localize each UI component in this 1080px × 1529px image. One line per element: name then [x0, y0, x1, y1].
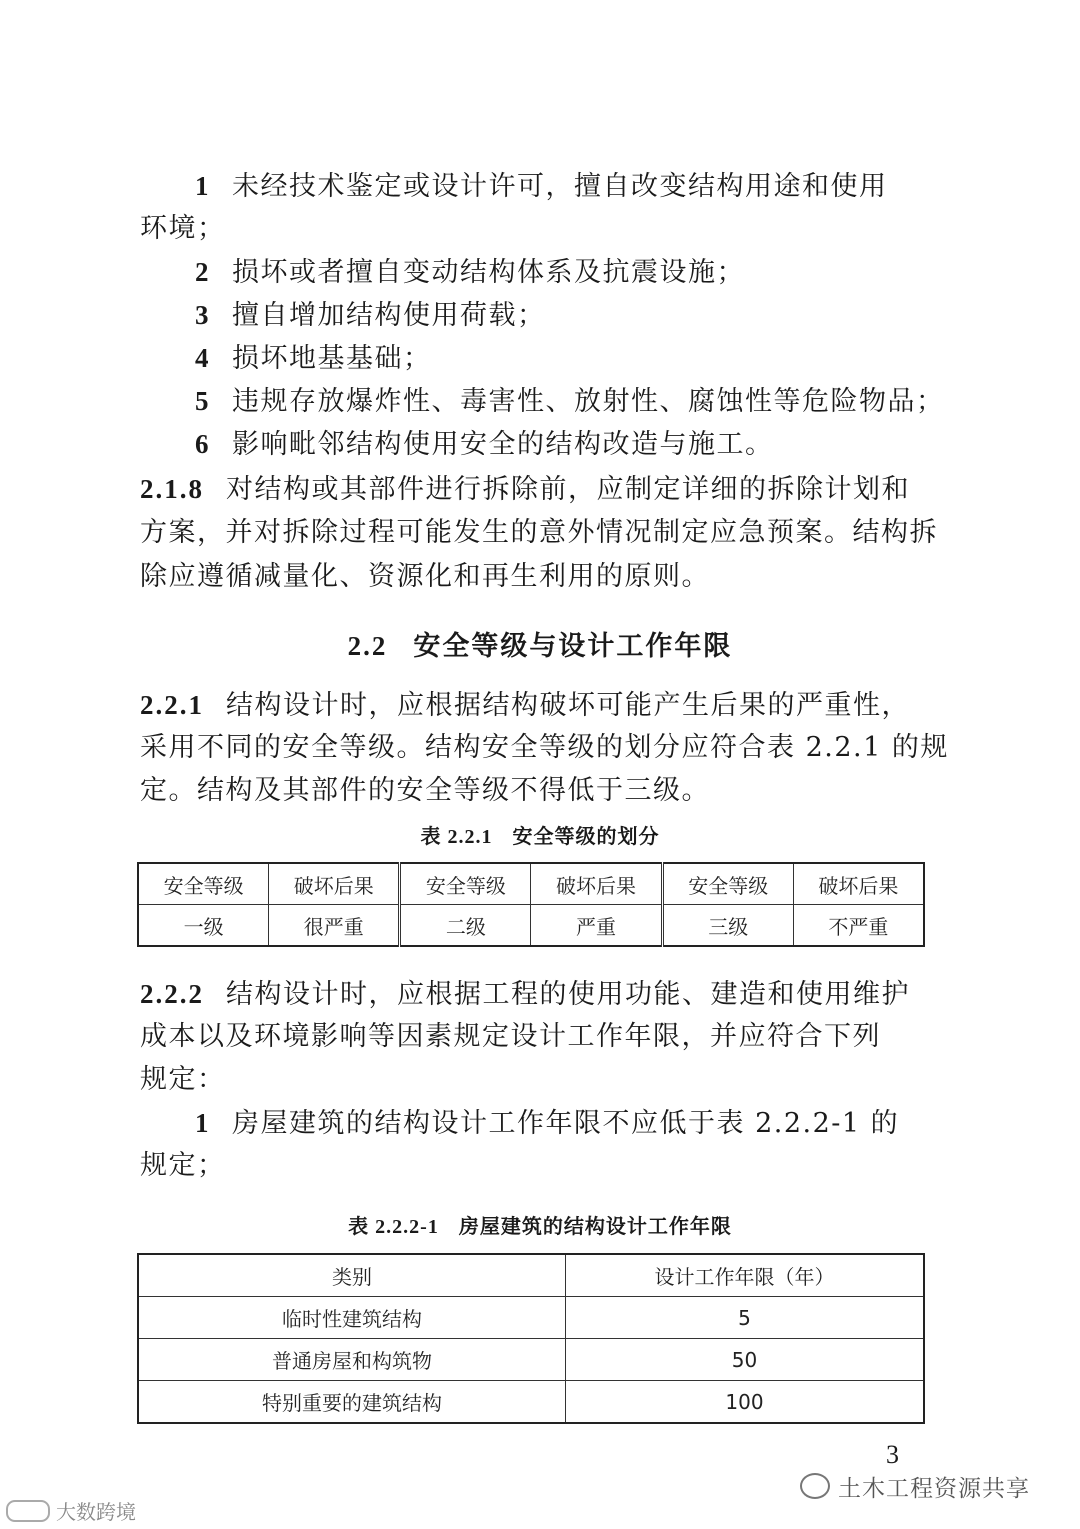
- clause-text: 采用不同的安全等级。结构安全等级的划分应符合表 2.2.1 的规: [140, 732, 949, 763]
- list-item-6: [195, 423, 926, 466]
- table-cell: 一级: [138, 905, 269, 947]
- table-header-row: [138, 863, 924, 905]
- table-cell: 临时性建筑结构: [138, 1297, 566, 1339]
- item-text: 环境；: [140, 213, 226, 244]
- watermark-left-text: 大数跨境: [56, 1500, 136, 1524]
- table-header-cell: 破坏后果: [531, 863, 662, 905]
- clause-2-1-8-line3: [140, 556, 926, 598]
- table2-caption-number: 表 2.2.2-1: [348, 1216, 439, 1238]
- item-number: 1: [195, 171, 210, 201]
- item-number: 5: [195, 386, 210, 416]
- item-text: 房屋建筑的结构设计工作年限不应低于表 2.2.2-1 的: [232, 1108, 900, 1139]
- watermark-right-text: 土木工程资源共享: [838, 1476, 1030, 1502]
- table-header-cell: 设计工作年限（年）: [566, 1254, 925, 1297]
- table-cell: 三级: [662, 905, 793, 947]
- clause-text: 结构设计时，应根据结构破坏可能产生后果的严重性，: [226, 690, 910, 721]
- clause-text: 定。结构及其部件的安全等级不得低于三级。: [140, 775, 710, 806]
- table-design-working-life: [137, 1253, 925, 1424]
- table-cell: 很严重: [269, 905, 400, 947]
- table-header-cell: 安全等级: [662, 863, 793, 905]
- logo-icon: [6, 1500, 50, 1522]
- clause-2-1-8: [140, 468, 926, 511]
- table-safety-grade: [137, 862, 925, 947]
- table-cell: 普通房屋和构筑物: [138, 1339, 566, 1381]
- list-item-1-cont: [140, 208, 926, 250]
- clause-number: 2.2.1: [140, 690, 204, 720]
- table2-caption-title: 房屋建筑的结构设计工作年限: [458, 1214, 732, 1238]
- clause-2-2-2-line3: [140, 1059, 926, 1101]
- table-cell: 100: [566, 1381, 925, 1424]
- section-number: 2.2: [347, 631, 388, 661]
- watermark-left: [6, 1496, 136, 1525]
- table-row: [138, 905, 924, 947]
- item-text: 损坏或者擅自变动结构体系及抗震设施；: [232, 257, 745, 288]
- table-header-cell: 安全等级: [138, 863, 269, 905]
- chat-bubble-icon: [800, 1473, 830, 1499]
- table-cell: 特别重要的建筑结构: [138, 1381, 566, 1424]
- table-cell: 5: [566, 1297, 925, 1339]
- item-text: 擅自增加结构使用荷载；: [232, 300, 546, 331]
- clause-text: 规定：: [140, 1064, 226, 1095]
- list-item-5: [195, 380, 945, 423]
- list-item-1: [195, 165, 926, 208]
- list-item-3: [195, 294, 926, 337]
- item-number: 2: [195, 257, 210, 287]
- section-heading: [0, 624, 1080, 663]
- table1-caption-number: 表 2.2.1: [420, 826, 493, 848]
- table-header-cell: 安全等级: [400, 863, 531, 905]
- item-number: 3: [195, 300, 210, 330]
- table-row: [138, 1381, 924, 1424]
- item-number: 6: [195, 429, 210, 459]
- clause-number: 2.2.2: [140, 979, 204, 1009]
- table-row: [138, 1297, 924, 1339]
- clause-number: 2.1.8: [140, 474, 204, 504]
- item-number: 1: [195, 1108, 210, 1138]
- list-item-2: [195, 251, 926, 294]
- item-text: 损坏地基基础；: [232, 343, 432, 374]
- clause-2-2-1-line3: [140, 770, 926, 812]
- item-text: 规定；: [140, 1150, 226, 1181]
- clause-text: 结构设计时，应根据工程的使用功能、建造和使用维护: [226, 979, 910, 1010]
- watermark-right: [800, 1470, 1030, 1503]
- page-number: 3: [886, 1440, 899, 1469]
- clause-2-2-2-line2: [140, 1016, 926, 1058]
- clause-2-2-1-line2: [140, 727, 949, 769]
- clause-text: 对结构或其部件进行拆除前，应制定详细的拆除计划和: [226, 474, 910, 505]
- list-item-4: [195, 337, 926, 380]
- table-header-cell: 破坏后果: [269, 863, 400, 905]
- clause-text: 成本以及环境影响等因素规定设计工作年限，并应符合下列: [140, 1021, 881, 1052]
- clause-text: 方案，并对拆除过程可能发生的意外情况制定应急预案。结构拆: [140, 517, 938, 548]
- table-cell: 50: [566, 1339, 925, 1381]
- item-text: 影响毗邻结构使用安全的结构改造与施工。: [232, 429, 774, 460]
- clause-2-2-1: [140, 684, 926, 727]
- item-number: 4: [195, 343, 210, 373]
- table-header-cell: 类别: [138, 1254, 566, 1297]
- table1-caption-title: 安全等级的划分: [512, 824, 660, 848]
- list-item-2-2-2-1-cont: [140, 1145, 926, 1187]
- table-cell: 严重: [531, 905, 662, 947]
- table-row: [138, 1339, 924, 1381]
- clause-text: 除应遵循减量化、资源化和再生利用的原则。: [140, 561, 710, 592]
- table-header-cell: 破坏后果: [793, 863, 924, 905]
- table2-caption: [0, 1210, 1080, 1239]
- table1-caption: [0, 820, 1080, 849]
- list-item-2-2-2-1: [195, 1102, 926, 1145]
- clause-2-1-8-line2: [140, 512, 938, 554]
- item-text: 未经技术鉴定或设计许可，擅自改变结构用途和使用: [232, 171, 888, 202]
- item-text: 违规存放爆炸性、毒害性、放射性、腐蚀性等危险物品；: [232, 386, 945, 417]
- section-title: 安全等级与设计工作年限: [413, 631, 733, 662]
- table-cell: 二级: [400, 905, 531, 947]
- table-cell: 不严重: [793, 905, 924, 947]
- clause-2-2-2: [140, 973, 926, 1016]
- table-header-row: [138, 1254, 924, 1297]
